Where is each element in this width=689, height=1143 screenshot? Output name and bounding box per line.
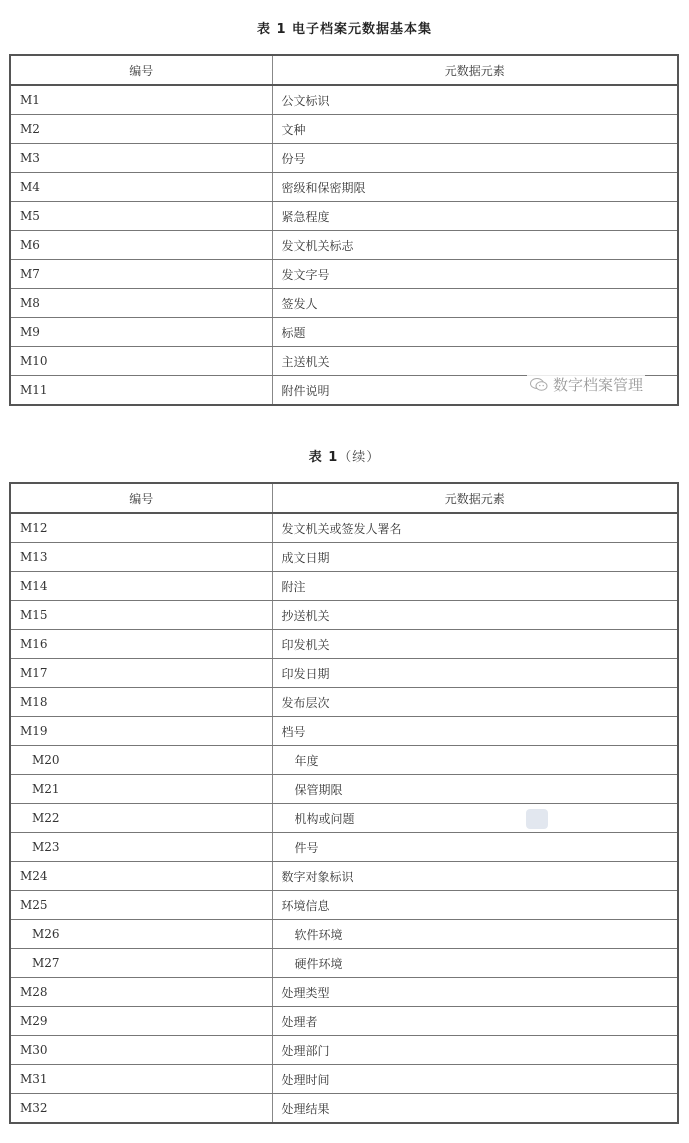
cell-id: M14	[10, 572, 272, 601]
cell-id: M23	[10, 833, 272, 862]
cell-id: M6	[10, 231, 272, 260]
table-row	[10, 513, 678, 543]
cell-id: M7	[10, 260, 272, 289]
cell-element: 处理类型	[272, 978, 678, 1007]
cell-id: M4	[10, 173, 272, 202]
cell-element: 公文标识	[272, 85, 678, 115]
table-row	[10, 891, 678, 920]
table-row	[10, 833, 678, 862]
cell-id: M5	[10, 202, 272, 231]
table2-caption	[0, 446, 689, 465]
table-row	[10, 717, 678, 746]
cell-element: 印发机关	[272, 630, 678, 659]
table-row	[10, 572, 678, 601]
cell-element: 机构或问题	[272, 804, 678, 833]
cell-element: 软件环境	[272, 920, 678, 949]
cell-element: 标题	[272, 318, 678, 347]
cell-element: 份号	[272, 144, 678, 173]
cell-id: M26	[10, 920, 272, 949]
cell-id: M25	[10, 891, 272, 920]
cell-element: 数字对象标识	[272, 862, 678, 891]
cell-id: M24	[10, 862, 272, 891]
watermark-text: 数字档案管理	[553, 375, 644, 394]
cell-id: M19	[10, 717, 272, 746]
table-row	[10, 231, 678, 260]
cell-element: 成文日期	[272, 543, 678, 572]
cell-element: 环境信息	[272, 891, 678, 920]
cell-id: M20	[10, 746, 272, 775]
table1-caption: 表 1 电子档案元数据基本集	[256, 22, 433, 37]
cell-element: 发文字号	[272, 260, 678, 289]
cell-element: 印发日期	[272, 659, 678, 688]
cell-element: 硬件环境	[272, 949, 678, 978]
table-row	[10, 630, 678, 659]
column-header-id: 编号	[10, 55, 272, 85]
table-row	[10, 659, 678, 688]
cell-element: 抄送机关	[272, 601, 678, 630]
table-row	[10, 862, 678, 891]
table2-caption-continued: （续）	[338, 450, 381, 465]
cell-element: 签发人	[272, 289, 678, 318]
table-row	[10, 318, 678, 347]
column-header-element: 元数据元素	[272, 55, 678, 85]
cell-id: M9	[10, 318, 272, 347]
faint-logo-icon	[526, 809, 548, 829]
cell-id: M32	[10, 1094, 272, 1124]
table-row	[10, 289, 678, 318]
cell-id: M27	[10, 949, 272, 978]
table-row	[10, 688, 678, 717]
cell-id: M1	[10, 85, 272, 115]
table-row	[10, 920, 678, 949]
table-row	[10, 202, 678, 231]
cell-element: 处理部门	[272, 1036, 678, 1065]
column-header-id: 编号	[10, 483, 272, 513]
metadata-table-2	[9, 482, 679, 1124]
cell-id: M10	[10, 347, 272, 376]
cell-id: M22	[10, 804, 272, 833]
cell-element: 附件说明	[281, 383, 330, 398]
table-row	[10, 775, 678, 804]
cell-id: M30	[10, 1036, 272, 1065]
cell-id: M13	[10, 543, 272, 572]
column-header-element: 元数据元素	[272, 483, 678, 513]
table-row	[10, 173, 678, 202]
cell-id: M12	[10, 513, 272, 543]
cell-id: M17	[10, 659, 272, 688]
cell-id: M21	[10, 775, 272, 804]
table2-caption-main: 表 1	[308, 450, 339, 465]
cell-id: M31	[10, 1065, 272, 1094]
table-row	[10, 347, 678, 376]
table-row	[10, 260, 678, 289]
cell-element: 处理时间	[272, 1065, 678, 1094]
table-row	[10, 949, 678, 978]
cell-element: 件号	[272, 833, 678, 862]
cell-element: 发文机关标志	[272, 231, 678, 260]
cell-id: M2	[10, 115, 272, 144]
cell-id: M28	[10, 978, 272, 1007]
table-header-row	[10, 55, 678, 85]
wechat-icon	[529, 377, 549, 392]
table-row	[10, 115, 678, 144]
cell-element: 发布层次	[272, 688, 678, 717]
table-row	[10, 1036, 678, 1065]
cell-id: M3	[10, 144, 272, 173]
cell-element: 文种	[272, 115, 678, 144]
cell-id: M18	[10, 688, 272, 717]
table-row	[10, 85, 678, 115]
cell-element: 年度	[272, 746, 678, 775]
table-header-row	[10, 483, 678, 513]
cell-id: M16	[10, 630, 272, 659]
table-row	[10, 601, 678, 630]
table-row	[10, 144, 678, 173]
table-row	[10, 746, 678, 775]
cell-id: M11	[10, 376, 272, 406]
cell-element: 档号	[272, 717, 678, 746]
table-row	[10, 543, 678, 572]
cell-id: M15	[10, 601, 272, 630]
metadata-table-1	[9, 54, 679, 406]
cell-element: 处理结果	[281, 1101, 330, 1116]
cell-element: 紧急程度	[272, 202, 678, 231]
table-row	[10, 804, 678, 833]
cell-id: M29	[10, 1007, 272, 1036]
watermark	[527, 373, 645, 395]
table-row	[10, 978, 678, 1007]
table-row	[10, 1094, 678, 1124]
cell-element: 保管期限	[272, 775, 678, 804]
cell-element: 发文机关或签发人署名	[272, 513, 678, 543]
cell-element: 密级和保密期限	[272, 173, 678, 202]
cell-id: M8	[10, 289, 272, 318]
table-row	[10, 1065, 678, 1094]
cell-element: 处理者	[272, 1007, 678, 1036]
table-row	[10, 1007, 678, 1036]
cell-element: 主送机关	[272, 347, 678, 376]
cell-element: 附注	[272, 572, 678, 601]
